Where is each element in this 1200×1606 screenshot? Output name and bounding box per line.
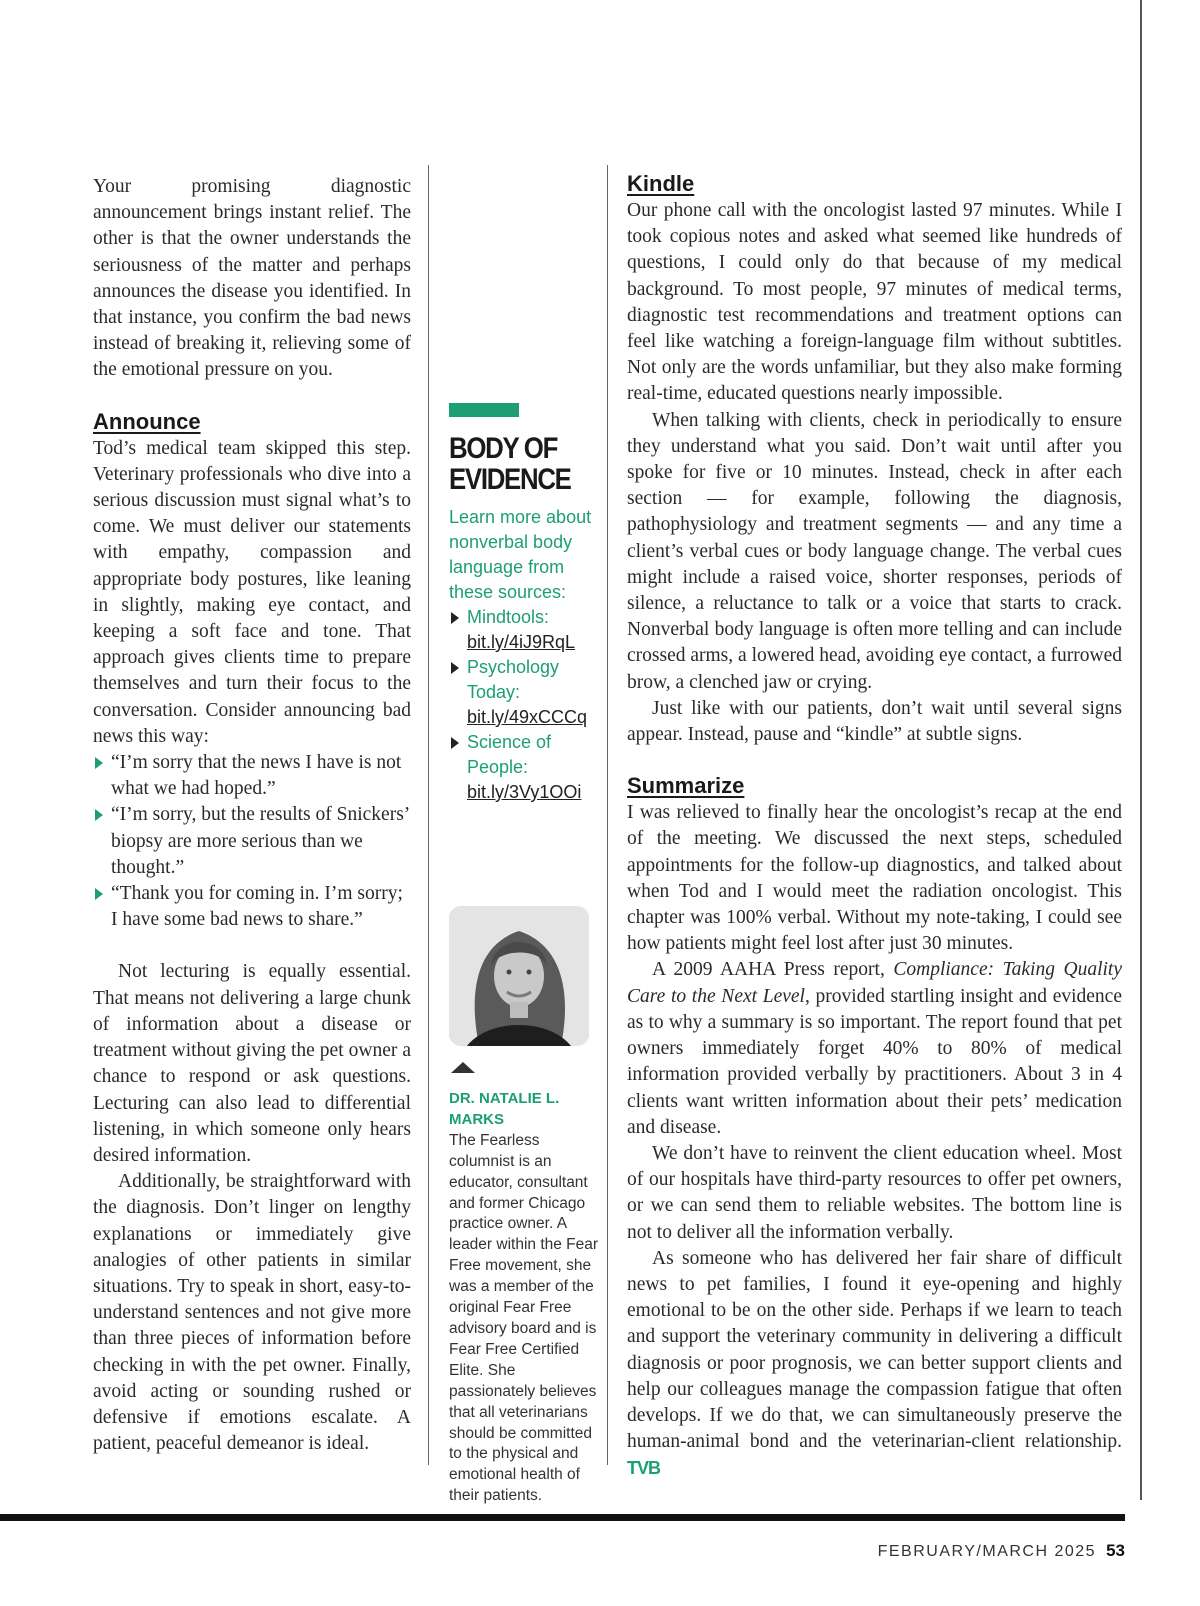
source-links: [449, 605, 599, 805]
author-name: DR. NATALIE L. MARKS: [449, 1090, 560, 1128]
sidebar-title: BODY OF EVIDENCE: [449, 432, 571, 496]
page-edge-rule: [1140, 0, 1142, 1500]
list-item: “Thank you for coming in. I’m sorry; I have some bad news to share.”: [93, 881, 411, 933]
report-title: Compliance: Taking Quality Care to the Next Level: [627, 959, 1122, 1007]
issue-date: FEBRUARY/MARCH 2025: [877, 1543, 1097, 1560]
section-heading-announce: Announce: [93, 408, 201, 434]
source-name: Mindtools:: [467, 607, 550, 627]
bullet-triangle-icon: [451, 662, 459, 674]
sidebar-intro: Learn more about nonverbal body language from these sources:: [449, 507, 592, 602]
paragraph: Not lecturing is equally essential. That means not delivering a large chunk of information about a disease or treatment without giving the pet owner a chance to respond or ask questions. Lecturing can also lead to differential listening, in which someone only hears desired information.: [93, 961, 411, 1166]
accent-bar: [449, 403, 519, 417]
source-name: Science of People:: [467, 732, 552, 777]
bullet-triangle-icon: [95, 888, 103, 900]
bullet-triangle-icon: [451, 737, 459, 749]
column-divider-left: [428, 165, 429, 1465]
paragraph: When talking with clients, check in periodically to ensure they understand what you said. Don’t wait until after you spoke for five or 10 minutes. Instead, check in after each section — for example, following the diagnosis, pathophysiology and treatment segments — and any time a client’s verbal cues or body language change. The verbal cues might include a raised voice, shorter responses, periods of silence, a reluctance to talk or a voice that starts to crack. Nonverbal body language is often more telling and can include crossed arms, a lowered head, avoiding eye contact, a furrowed brow, a clenched jaw or crying.: [627, 409, 1122, 693]
bullet-triangle-icon: [95, 809, 103, 821]
author-photo: [449, 906, 589, 1046]
bullet-triangle-icon: [451, 612, 459, 624]
body-of-evidence-sidebar: [449, 403, 599, 805]
author-bio-text: The Fearless columnist is an educator, consultant and former Chicago practice owner. A leader within the Fear Free movement, she was a member of the original Fear Free advisory board and is Fear Free Certified Elite. She passionately believes that all veterinarians should be committed to the physical and emotional health of their patients.: [449, 1131, 599, 1505]
paragraph: Just like with our patients, don’t wait until several signs appear. Instead, pause and “kindle” at subtle signs.: [627, 697, 1122, 746]
list-item: “I’m sorry, but the results of Snickers’ biopsy are more serious than we thought.”: [93, 802, 411, 881]
bullet-triangle-icon: [95, 757, 103, 769]
source-item: [449, 655, 599, 730]
source-item: [449, 605, 599, 655]
source-link[interactable]: bit.ly/49xCCCq: [467, 707, 588, 727]
page-number: 53: [1106, 1541, 1125, 1560]
paragraph: We don’t have to reinvent the client education wheel. Most of our hospitals have third-party resources to offer pet owners, or we can send them to reliable websites. The bottom line is not to deliver all the information verbally.: [627, 1142, 1122, 1243]
footer-rule: [0, 1514, 1125, 1521]
source-item: [449, 730, 599, 805]
section-heading-summarize: Summarize: [627, 773, 745, 799]
paragraph: Additionally, be straightforward with the diagnosis. Don’t linger on lengthy explanations or immediately give analogies of other patients in similar situations. Try to speak in short, easy-to-understand sentences and not give more than three pieces of information before checking in with the pet owner. Finally, avoid acting or sounding rushed or defensive if emotions escalate. A patient, peaceful demeanor is ideal.: [93, 1171, 411, 1455]
left-column: [93, 174, 411, 1457]
source-link[interactable]: bit.ly/3Vy1OOi: [467, 782, 582, 802]
paragraph: Tod’s medical team skipped this step. Veterinary professionals who dive into a serious discussion must signal what’s to come. We must deliver our statements with empathy, compassion and appropriate body postures, like leaning in slightly, making eye contact, and keeping a soft face and tone. That approach gives clients time to prepare themselves and turn their focus to the conversation. Consider announcing bad news this way:: [93, 437, 411, 747]
paragraph: A 2009 AAHA Press report, Compliance: Taking Quality Care to the Next Level, provided startling insight and evidence as to why a summary is so important. The report found that pet owners immediately forget 40% to 80% of medical information provided verbally by practitioners. About 3 in 4 clients want written information about their pets’ medication and disease.: [627, 959, 1122, 1138]
list-item: “I’m sorry that the news I have is not what we had hoped.”: [93, 750, 411, 802]
bullet-list: [93, 750, 411, 933]
page-folio: [878, 1541, 1125, 1561]
right-column: [627, 170, 1122, 1483]
source-link[interactable]: bit.ly/4iJ9RqL: [467, 632, 576, 652]
author-bio: [449, 1089, 599, 1507]
column-divider-right: [607, 165, 608, 1465]
paragraph: Your promising diagnostic announcement brings instant relief. The other is that the owner understands the seriousness of the matter and perhaps announces the disease you identified. In that instance, you confirm the bad news instead of breaking it, relieving some of the emotional pressure on you.: [93, 176, 411, 381]
paragraph: Our phone call with the oncologist lasted 97 minutes. While I took copious notes and asked what seemed like hundreds of questions, I could only do that because of my medical background. To most people, 97 minutes of medical terms, diagnostic test recommendations and treatment options can feel like watching a foreign-language film without subtitles. Not only are the words unfamiliar, but they also make forming real-time, educated questions nearly impossible.: [627, 200, 1122, 405]
source-name: Psychology Today:: [467, 657, 560, 702]
end-mark-logo: TVB: [627, 1458, 660, 1479]
caption-pointer-icon: [451, 1062, 475, 1073]
section-heading-kindle: Kindle: [627, 171, 695, 196]
paragraph: I was relieved to finally hear the oncologist’s recap at the end of the meeting. We discussed the next steps, scheduled appointments for the follow-up diagnostics, and talked about when Tod and I would meet the radiation oncologist. This chapter was 100% verbal. Without my note-taking, I could see how patients might feel lost after just 30 minutes.: [627, 802, 1122, 955]
paragraph: As someone who has delivered her fair share of difficult news to pet families, I found it eye-opening and highly emotional to be on the other side. Perhaps if we learn to teach and support the veterinary community in delivering a difficult diagnosis or poor prognosis, we can better support clients and help our colleagues manage the compassion fatigue that often develops. If we do that, we can simultaneously preserve the human-animal bond and the veterinarian-client relationship. TVB: [627, 1247, 1122, 1479]
